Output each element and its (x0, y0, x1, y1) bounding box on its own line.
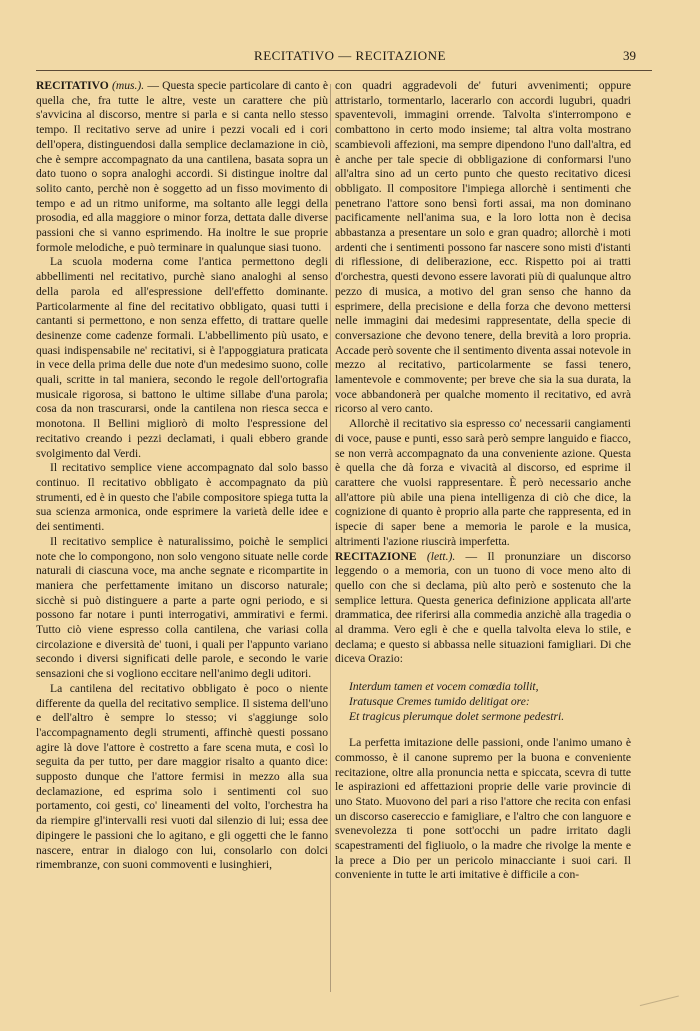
verse-line: Interdum tamen et vocem comœdia tollit, (349, 680, 539, 694)
entry-headword: RECITATIVO (36, 79, 109, 92)
continued-paragraph: con quadri aggradevoli de' futuri avvenimenti; oppure attristarlo, tormentarlo, lacerarlo con accordi lugubri, quadri spaventevoli, immagini orrende. Talvolta s'interrompono e combattono in certo modo insieme; tal altra volta mostrano scambievoli affezioni, ma sempre dipendono l'uno dall'altra, ed è anche per tale specie di obbligazione di conformarsi l'uno all'altra sino ad un certo punto che questo recitativo dicesi obbligato. Il compositore l'impiega allorchè i sentimenti che penetrano l'attore sono bensì forti assai, ma non dominano pacificamente nell'anima sua, e la loro lotta non è decisa abbastanza a presentare un solo e gran quadro; allorchè i moti ardenti che i sentimenti possono far nascere sono misti d'istanti di riflessione, di deliberazione, ecc. Rispetto poi ai tratti d'orchestra, questi devono essere lavorati più di qualunque altro pezzo di musica, a motivo del gran senso che hanno da esprimere, della precisione e della forza che devono mettersi nelle immagini dai medesimi rappresentate, della specie di conversazione che devono tenere, della brevità a loro propria. Accade però sovente che il sentimento diventa assai notevole in mezzo al recitativo, particolarmente se fassi tenero, lamentevole e commovente; per breve che sia la sua durata, la voce abbandonerà per qualche momento il recitativo, ed avrà ricorso al vero canto. (335, 79, 631, 416)
right-column (335, 79, 631, 883)
entry-text: — Il pronunziare un discorso leggendo o a memoria, con un tuono di voce meno alto di quello con che si declama, più alto però e sostenuto che la semplice lettura. Questa generica definizione applicata all'arte drammatica, dee riferirsi alla commedia anzichè alla tragedia o al dramma. Vero egli è che e quella talvolta eleva lo stile, e declama; e questo si abbassa nelle situazioni famigliari. Di che diceva Orazio: (335, 549, 631, 666)
entry-text: — Questa specie particolare di canto è quella che, fra tutte le altre, veste un carattere che più s'avvicina al discorso, mentre si parla e si canta nello stesso tempo. Il recitativo serve ad unire i pezzi vocali ed i cori dell'opera, distinguendosi dalla semplice declamazione in ciò, che è sempre accompagnato da una cantilena, basata sopra un dato tuono o sopra analoghi accordi. Si distingue inoltre dal solito canto, perchè non è soggetto ad un fisso movimento di tempo e ad un ritmo uniforme, ma soltanto alle leggi della prosodia, ed alla maggiore o minor forza, dettata dalle diverse passioni che si vanno esprimendo. Ha inoltre le sue proprie formole melodiche, e può terminare in qualunque siasi tuono. (36, 79, 328, 254)
page-number: 39 (623, 48, 636, 63)
paragraph: Allorchè il recitativo sia espresso co' necessarii cangiamenti di voce, pause e punti, esso sarà però sempre languido e fiacco, se non verrà accompagnato da una conveniente azione. Questa è quella che dà forza e vivacità al discorso, ed esprime il carattere che vuolsi rappresentare. È però necessario anche all'attore più abile una piena intelligenza di ciò che dice, la cognizione di quanto è proprio alla parte che rappresenta, ed in ispecie di saper bene a memoria le parole e la musica, altrimenti l'azione riuscirà imperfetta. (335, 417, 631, 548)
paragraph: La cantilena del recitativo obbligato è poco o niente differente da quella del recitativo semplice. Il sistema dell'uno e dell'altro è sempre lo stesso; vi s'aggiunge solo l'accompagnamento degli strumenti, affinchè questi possano agire là dove l'attore è costretto a fare scena muta, e così lo seguita da per tutto, per dare maggior risalto a quanto dice: supposto dunque che l'attore fermisi in mezzo alla sua declamazione, ed esprima solo i sentimenti col suo portamento, coi gesti, co' lineamenti del volto, l'orchestra ha da riempire gl'intervalli resi vuoti dal silenzio di lui; essa dee dipingere le passioni che lo agitano, e gli oggetti che le fanno nascere, entrar in dialogo con lui, consolarlo con dolci rimembranze, con suoni commoventi e lusinghieri, (36, 681, 328, 872)
entry-label: (mus.). (111, 79, 145, 92)
verse-line: Iratusque Cremes tumido delitigat ore: (349, 695, 530, 709)
entry-label: (lett.). (426, 549, 456, 563)
paragraph: La perfetta imitazione delle passioni, onde l'animo umano è commosso, è il canone supremo per la buona e conveniente recitazione, oltre alla pronuncia netta e spiccata, scevra di tutte le aspirazioni ed affettazioni proprie delle varie provincie di uno Stato. Muovono del pari a riso l'attore che recita con enfasi un discorso casereccio e famigliare, e l'altro che con languore e svenevolezza ti pone sott'occhi un padre irritato dagli scapestramenti del figliuolo, o la madre che rivolge la mente e la prece a Dio per un pericolo minacciante i suoi cari. Il conveniente in tutte le arti imitative è difficile a con- (335, 736, 631, 882)
scan-mark (640, 996, 684, 1028)
page-header (0, 48, 700, 70)
verse-line: Et tragicus plerumque dolet sermone pedestri. (349, 710, 565, 724)
paragraph: La scuola moderna come l'antica permettono degli abbellimenti nel recitativo, purchè siano analoghi al senso della parola ed all'espressione dell'effetto dominante. Particolarmente al fine del recitativo obbligato, quasi tutti i cantanti si permettono, e non senza effetto, di trattare quelle desinenze come cadenze formali. L'abbellimento più usato, e quasi indispensabile ne' recitativi, si è l'appoggiatura praticata in vece della prima delle due note d'un medesimo suono, colle quali, scritte in tal maniera, secondo le regole dell'ortografia musicale rigorosa, si battono le ultime sillabe d'una parola; cosa da non trascurarsi, onde la cantilena non riesca secca e monotona. Il Bellini migliorò di molto l'espressione del recitativo creando i pezzi declamati, i quali ebbero grande svolgimento dal Verdi. (36, 255, 328, 460)
dictionary-entry (36, 79, 328, 255)
paragraph: Il recitativo semplice viene accompagnato dal solo basso continuo. Il recitativo obbligato è accompagnato da più strumenti, ed è in questo che l'abile compositore spiega tutta la sua scienza armonica, onde esprimere la varietà delle idee e dei sentimenti. (36, 461, 328, 534)
column-divider (330, 84, 331, 992)
left-column (36, 79, 328, 873)
verse-quotation (335, 679, 631, 724)
running-title: RECITATIVO — RECITAZIONE (254, 48, 446, 63)
entry-headword: RECITAZIONE (335, 549, 417, 563)
header-rule (36, 70, 652, 71)
dictionary-entry (335, 550, 631, 668)
paragraph: Il recitativo semplice è naturalissimo, poichè le semplici note che lo compongono, non solo vengono situate nelle corde naturali di ciascuna voce, ma anche segnate e ricompartite in maniera che perfettamente imitano un discorso naturale; sicchè si può distinguere a parte a parte ogni periodo, e si possono far notare i punti interrogativi, ammirativi e fermi. Tutto ciò viene espresso colla cantilena, che variasi colla circolazione e diversità de' tuoni, i quali per l'appunto variano secondo i diversi significati delle parole, e secondo le varie sensazioni che si vogliono eccitare nell'animo degli uditori. (36, 534, 328, 681)
